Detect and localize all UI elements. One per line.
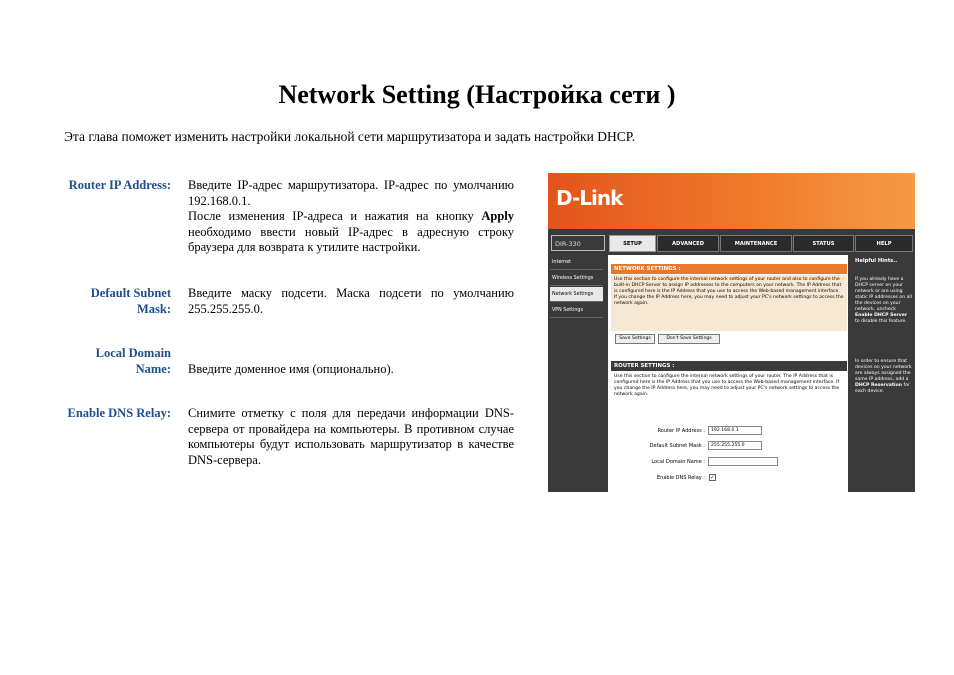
label-subnet-mask-l1: Default Subnet bbox=[90, 286, 171, 300]
sidebar-item-vpn[interactable]: VPN Settings bbox=[550, 303, 603, 318]
page-title: Network Setting (Настройка сети ) bbox=[278, 80, 676, 109]
hint-dhcp-c: to disable this feature. bbox=[855, 319, 907, 324]
router-ip-label: Router IP Address : bbox=[657, 428, 705, 434]
label-local-domain-l1: Local Domain bbox=[95, 346, 171, 360]
dns-relay-label: Enable DNS Relay : bbox=[657, 475, 705, 481]
label-local-domain-l2: Name: bbox=[135, 361, 171, 376]
intro-text: Эта глава поможет изменить настройки локальной сети маршрутизатора и задать настройки DHCP. bbox=[64, 129, 636, 144]
label-router-ip: Router IP Address: bbox=[68, 178, 171, 192]
desc-router-ip bbox=[188, 178, 514, 256]
hint-reservation bbox=[855, 359, 913, 395]
label-subnet-mask-l2: Mask: bbox=[136, 301, 171, 316]
sidebar-item-wireless[interactable]: Wireless Settings bbox=[550, 271, 603, 286]
local-domain-label: Local Domain Name : bbox=[651, 459, 705, 465]
dlink-banner bbox=[548, 173, 915, 229]
local-domain-input[interactable] bbox=[708, 457, 778, 466]
hint-res-b: DHCP Reservation bbox=[855, 383, 903, 388]
helpful-hints-panel bbox=[852, 255, 915, 492]
router-settings-header: ROUTER SETTINGS : bbox=[611, 361, 847, 371]
desc-subnet-mask: Введите маску подсети. Маска подсети по умолчанию 255.255.255.0. bbox=[188, 286, 514, 316]
hints-title: Helpful Hints.. bbox=[855, 258, 898, 264]
tab-help[interactable]: HELP bbox=[855, 235, 913, 252]
router-screenshot bbox=[548, 173, 915, 492]
label-local-domain bbox=[40, 346, 171, 377]
dont-save-settings-button[interactable]: Don't Save Settings bbox=[658, 334, 720, 344]
sidebar-item-internet[interactable]: Internet bbox=[550, 255, 603, 270]
hint-res-a: In order to ensure that devices on your network are always assigned the same IP address, add a bbox=[855, 359, 912, 382]
save-settings-button[interactable]: Save Settings bbox=[615, 334, 655, 344]
desc-router-ip-line2: После изменения IP-адреса и нажатия на кнопку bbox=[188, 209, 482, 223]
tab-advanced[interactable]: ADVANCED bbox=[657, 235, 719, 252]
network-settings-header: NETWORK SETTINGS : bbox=[611, 264, 847, 274]
tab-setup[interactable]: SETUP bbox=[609, 235, 656, 252]
desc-local-domain: Введите доменное имя (опционально). bbox=[188, 362, 394, 376]
hint-dhcp-a: If you already have a DHCP server on your network or are using static IP addresses on all the devices on your network, uncheck bbox=[855, 277, 912, 312]
desc-router-ip-line1: Введите IP-адрес маршрутизатора. IP-адрес по умолчанию 192.168.0.1. bbox=[188, 178, 514, 208]
desc-dns-relay: Снимите отметку с поля для передачи информации DNS-сервера от провайдера на компьютеры. В противном случае компьютеры будут использовать маршрутизатор в качестве DNS-сервера. bbox=[188, 406, 514, 467]
router-ip-input[interactable]: 192.168.0.1 bbox=[708, 426, 762, 435]
hint-res-c: for each device. bbox=[855, 383, 910, 394]
tab-status[interactable]: STATUS bbox=[793, 235, 854, 252]
label-subnet-mask bbox=[40, 286, 171, 317]
model-label: DIR-330 bbox=[551, 235, 605, 251]
apply-keyword: Apply bbox=[481, 209, 514, 223]
router-settings-text: Use this section to configure the internal network settings of your router. The IP Address that is configured here is the IP Address that you use to access the Web-based management interface. If you change the IP Address here, you may need to adjust your PC's network settings to access the network again. bbox=[614, 374, 840, 397]
sidebar-item-network[interactable]: Network Settings bbox=[550, 287, 603, 302]
hint-dhcp bbox=[855, 277, 913, 325]
dlink-logo: D-Link bbox=[556, 186, 623, 210]
dns-relay-checkbox[interactable]: ✓ bbox=[710, 474, 716, 481]
desc-router-ip-line3: необходимо ввести новый IP-адрес в адресную строку браузера для возврата к утилите настройки. bbox=[188, 224, 514, 254]
hint-dhcp-b: Enable DHCP Server bbox=[855, 313, 908, 318]
subnet-mask-input[interactable]: 255.255.255.0 bbox=[708, 441, 762, 450]
subnet-mask-label: Default Subnet Mask : bbox=[649, 443, 705, 449]
network-settings-text: Use this section to configure the internal network settings of your router and also to configure the built-in DHCP Server to assign IP addresses to the computers on your network. The IP Address that is configured here is the IP Address that you use to access the Web-based management interface. If you change the IP Address here, you may need to adjust your PC's network settings to access the network again. bbox=[611, 275, 847, 331]
label-dns-relay: Enable DNS Relay: bbox=[67, 406, 171, 420]
tab-maintenance[interactable]: MAINTENANCE bbox=[720, 235, 792, 252]
